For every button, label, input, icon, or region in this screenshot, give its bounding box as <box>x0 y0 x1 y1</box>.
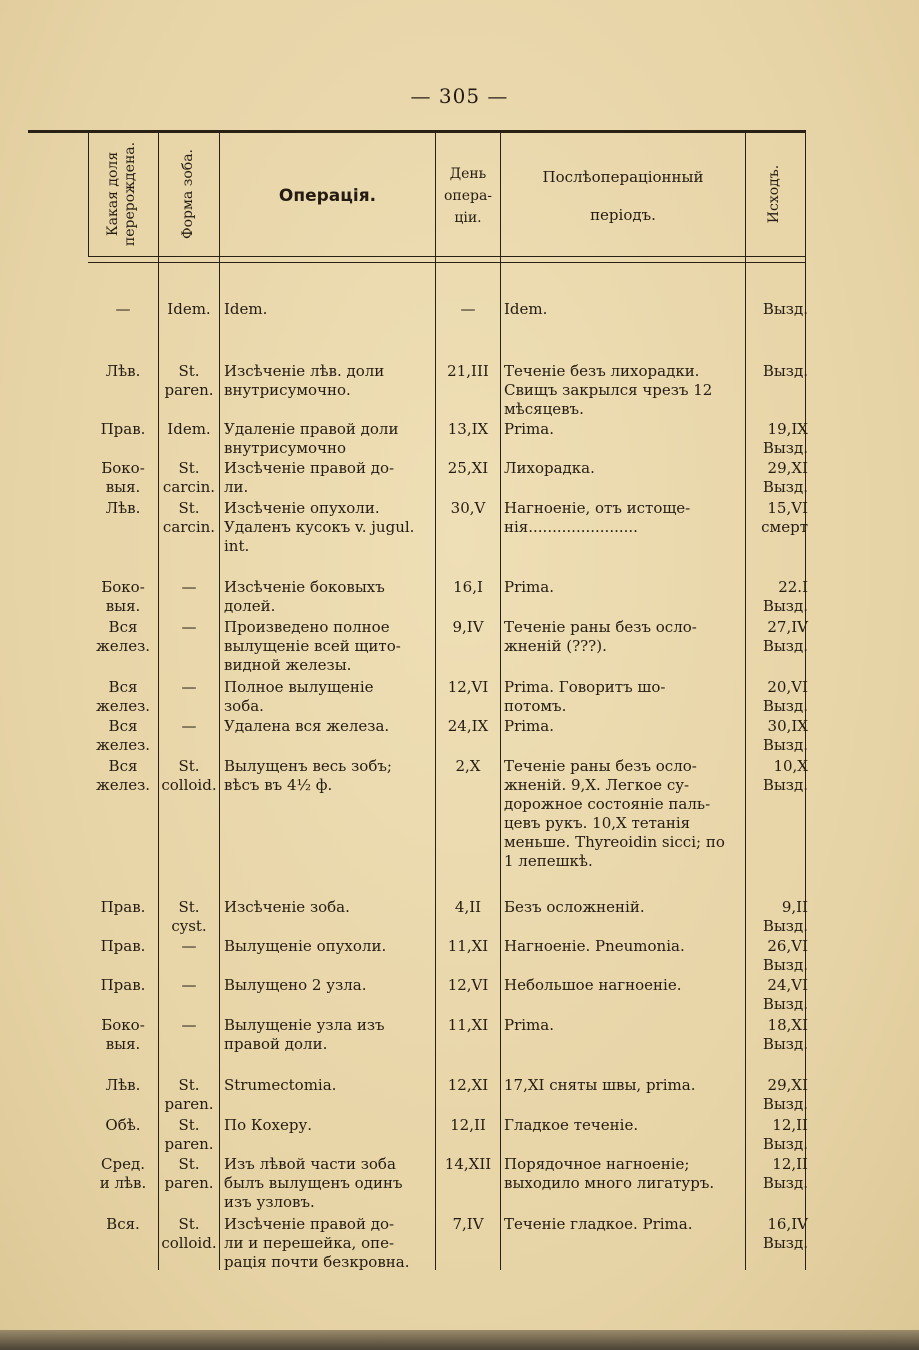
header-operation: Операція. <box>278 186 377 206</box>
cell-postop: Нагноеніе. Pneumonia. <box>504 937 685 955</box>
cell-form: — <box>181 578 197 596</box>
cell-operation: Вылущеніе узла изъ правой доли. <box>224 1016 385 1053</box>
cell-day: 16,I <box>453 578 483 596</box>
cell-lobe: Боко- выя. <box>101 578 145 615</box>
cell-day: 25,XI <box>447 459 489 477</box>
cell-form: — <box>181 717 197 735</box>
cell-day: 4,II <box>454 898 482 916</box>
cell-lobe: Лѣв. <box>105 362 141 380</box>
cell-operation: Удалена вся железа. <box>224 717 390 735</box>
cell-operation: По Кохеру. <box>224 1116 313 1134</box>
page-edge <box>0 1330 919 1350</box>
header-form <box>180 135 198 253</box>
cell-outcome: 18,XI Вызд. <box>762 1016 808 1053</box>
cell-operation: Полное вылущеніе зоба. <box>224 678 374 715</box>
cell-outcome: 29,XI Вызд. <box>762 459 808 496</box>
cell-operation: Изсѣченіе правой до- ли. <box>224 459 395 496</box>
cell-lobe: Вся желез. <box>95 618 151 655</box>
cell-postop: Prima. Говоритъ шо- потомъ. <box>504 678 666 715</box>
cell-operation: Изсѣченіе правой до- ли и перешейка, опе- рація почти безкровна. <box>224 1215 410 1271</box>
cell-outcome: 12,II Вызд. <box>762 1116 808 1153</box>
cell-day: 12,II <box>450 1116 486 1134</box>
cell-day: 2,X <box>455 757 481 775</box>
column-divider <box>88 133 89 256</box>
cell-outcome: 29,XI Вызд. <box>762 1076 808 1113</box>
header-postop-line1: Послѣоперaціонный <box>542 168 704 186</box>
page-number: — 305 — <box>410 84 509 108</box>
cell-form: St. carcin. <box>162 459 216 496</box>
cell-postop: Небольшое нагноеніе. <box>504 976 682 994</box>
header-rule <box>88 256 806 257</box>
cell-day: 11,XI <box>447 1016 489 1034</box>
cell-form: St. paren. <box>164 1155 214 1192</box>
cell-postop: 17,XI сняты швы, prima. <box>504 1076 696 1094</box>
cell-postop: Теченіе раны безъ осло- жненій. 9,X. Легкое су- дорожное состояніе паль- цевъ рукъ. 10,X тетанія меньше. Thyreoidin sicci; по 1 лепешкѣ. <box>504 757 725 870</box>
cell-day: 13,IX <box>447 420 489 438</box>
cell-day: 24,IX <box>447 717 489 735</box>
cell-day: 30,V <box>450 499 486 517</box>
cell-day: 7,IV <box>452 1215 484 1233</box>
cell-outcome: 20,VI Вызд. <box>762 678 808 715</box>
cell-form: — <box>181 976 197 994</box>
cell-outcome: 12,II Вызд. <box>762 1155 808 1192</box>
cell-day: 21,III <box>447 362 489 380</box>
cell-day: 9,IV <box>452 618 484 636</box>
cell-lobe: Боко- выя. <box>101 1016 145 1053</box>
cell-outcome: 27,IV Вызд. <box>762 618 808 655</box>
cell-postop: Prima. <box>504 420 554 438</box>
cell-postop: Порядочное нагноеніе; выходило много лигатуръ. <box>504 1155 715 1192</box>
cell-postop: Idem. <box>504 300 548 318</box>
header-lobe-line2: перерождена. <box>122 141 138 247</box>
cell-postop: Prima. <box>504 578 554 596</box>
cell-outcome: Вызд. <box>762 362 808 380</box>
cell-postop: Теченіе гладкое. Prima. <box>504 1215 693 1233</box>
cell-form: — <box>181 678 197 696</box>
header-outcome-text: Исходъ. <box>766 164 782 224</box>
cell-lobe: — <box>115 300 131 318</box>
cell-lobe: Обѣ. <box>105 1116 141 1134</box>
cell-form: St. colloid. <box>161 757 217 794</box>
cell-day: — <box>460 300 476 318</box>
cell-postop: Гладкое теченіе. <box>504 1116 639 1134</box>
cell-outcome: 26,VI Вызд. <box>762 937 808 974</box>
column-divider <box>219 133 220 1270</box>
cell-postop: Теченіе безъ лихорадки. Свищъ закрылся чрезъ 12 мѣсяцевъ. <box>504 362 713 418</box>
cell-outcome: 19,IX Вызд. <box>762 420 808 457</box>
cell-lobe: Прав. <box>100 976 146 994</box>
header-form-text: Форма зоба. <box>180 149 196 239</box>
cell-lobe: Вся. <box>106 1215 140 1233</box>
header-day-line2: опера- <box>443 188 493 204</box>
cell-form: St. colloid. <box>161 1215 217 1252</box>
cell-operation: Изсѣченіе опухоли. Удаленъ кусокъ v. jugul. int. <box>224 499 415 555</box>
header-day-line3: ціи. <box>454 210 482 226</box>
cell-operation: Изъ лѣвой части зоба былъ вылущенъ одинъ изъ узловъ. <box>224 1155 403 1211</box>
cell-operation: Вылущенъ весь зобъ; вѣсъ въ 4½ ф. <box>224 757 392 794</box>
header-postop <box>501 140 745 252</box>
cell-form: St. paren. <box>164 362 214 399</box>
cell-lobe: Боко- выя. <box>101 459 145 496</box>
cell-day: 12,VI <box>447 976 489 994</box>
header-day-line1: День <box>449 166 487 182</box>
cell-operation: Вылущеніе опухоли. <box>224 937 387 955</box>
cell-form: — <box>181 618 197 636</box>
cell-lobe: Вся желез. <box>95 678 151 715</box>
cell-day: 12,VI <box>447 678 489 696</box>
top-rule <box>28 130 806 133</box>
cell-lobe: Прав. <box>100 937 146 955</box>
cell-form: St. paren. <box>164 1076 214 1113</box>
header-day <box>436 140 500 252</box>
cell-outcome: 16,IV Вызд. <box>762 1215 808 1252</box>
cell-postop: Лихорадка. <box>504 459 595 477</box>
cell-form: Idem. <box>167 300 211 318</box>
cell-lobe: Прав. <box>100 420 146 438</box>
cell-outcome: 10,X Вызд. <box>762 757 808 794</box>
cell-lobe: Прав. <box>100 898 146 916</box>
cell-postop: Prima. <box>504 1016 554 1034</box>
cell-outcome: 9,II Вызд. <box>762 898 808 935</box>
cell-day: 14,XII <box>444 1155 492 1173</box>
cell-lobe: Вся желез. <box>95 717 151 754</box>
cell-outcome: Вызд. <box>762 300 808 318</box>
cell-operation: Изсѣченіе лѣв. доли внутрисумочно. <box>224 362 385 399</box>
cell-lobe: Вся желез. <box>95 757 151 794</box>
cell-lobe: Лѣв. <box>105 1076 141 1094</box>
cell-operation: Idem. <box>224 300 268 318</box>
cell-form: Idem. <box>167 420 211 438</box>
header-lobe-line1: Какая доля <box>105 151 121 237</box>
cell-form: — <box>181 1016 197 1034</box>
cell-outcome: 30,IX Вызд. <box>762 717 808 754</box>
header-rule-double <box>88 262 806 263</box>
cell-postop: Prima. <box>504 717 554 735</box>
cell-operation: Произведено полное вылущеніе всей щито- видной железы. <box>224 618 401 674</box>
cell-operation: Удаленіе правой доли внутрисумочно <box>224 420 399 457</box>
cell-operation: Strumectomia. <box>224 1076 337 1094</box>
cell-outcome: 15,VI смерт <box>761 499 808 536</box>
cell-outcome: 22.I Вызд. <box>762 578 808 615</box>
cell-postop: Безъ осложненій. <box>504 898 645 916</box>
cell-postop: Теченіе раны безъ осло- жненій (???). <box>504 618 697 655</box>
cell-form: St. cyst. <box>171 898 207 935</box>
header-outcome <box>766 154 784 234</box>
cell-outcome: 24,VI Вызд. <box>762 976 808 1013</box>
cell-lobe: Сред. и лѣв. <box>99 1155 147 1192</box>
header-lobe <box>105 134 141 254</box>
cell-operation: Изсѣченіе зоба. <box>224 898 350 916</box>
cell-day: 12,XI <box>447 1076 489 1094</box>
cell-lobe: Лѣв. <box>105 499 141 517</box>
header-postop-line2: періодъ. <box>590 206 656 224</box>
cell-form: St. carcin. <box>162 499 216 536</box>
cell-form: — <box>181 937 197 955</box>
cell-postop: Нагноеніе, отъ истоще- нія....................... <box>504 499 691 536</box>
cell-day: 11,XI <box>447 937 489 955</box>
column-divider <box>500 133 501 1270</box>
cell-operation: Вылущено 2 узла. <box>224 976 367 994</box>
cell-operation: Изсѣченіе боковыхъ долей. <box>224 578 385 615</box>
cell-form: St. paren. <box>164 1116 214 1153</box>
